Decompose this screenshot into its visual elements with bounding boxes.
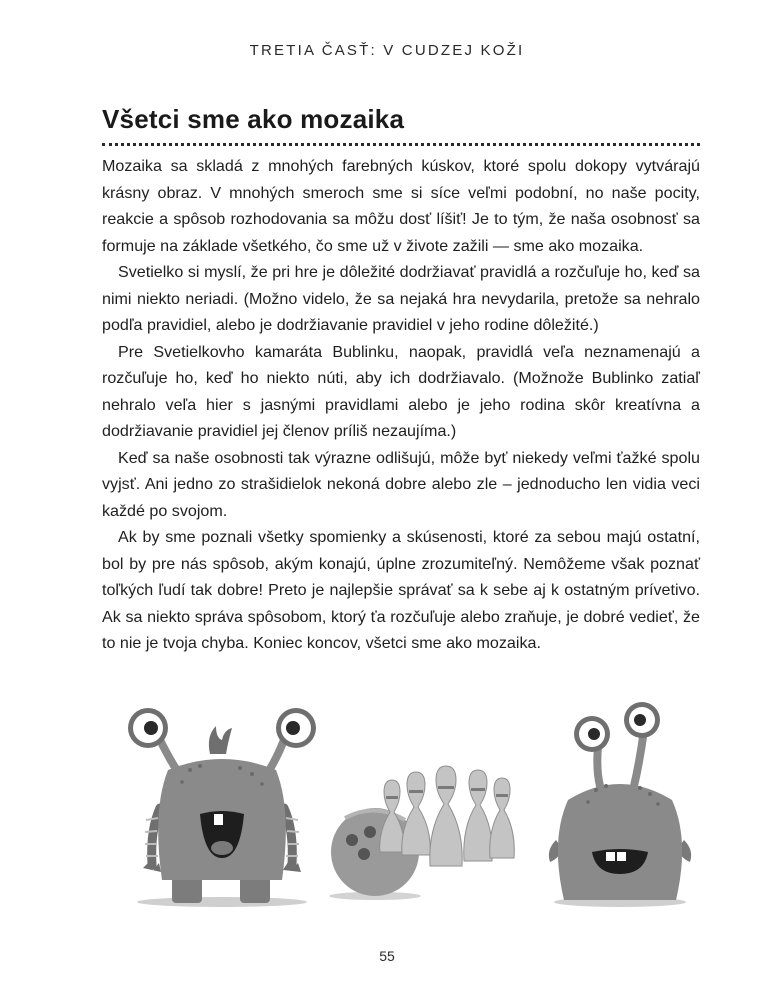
monsters-bowling-illustration xyxy=(0,690,774,920)
running-head: TRETIA ČASŤ: V CUDZEJ KOŽI xyxy=(249,42,525,59)
title-divider xyxy=(102,143,700,146)
body-text xyxy=(102,153,700,657)
paragraph-5: Ak by sme poznali všetky spomienky a skúsenosti, ktoré za sebou majú ostatní, bol by pre nás spôsob, akým konajú, úplne zrozumiteľný. Nemôžeme však poznať toľkých ľudí tak dobre! Preto je najlepšie správať sa k sebe aj k ostatným prívetivo. Ak sa niekto správa spôsobom, ktorý ťa rozčuľuje alebo zraňuje, je dobré vedieť, že to nie je tvoja chyba. Koniec koncov, všetci sme ako mozaika. xyxy=(102,528,700,652)
paragraph-4: Keď sa naše osobnosti tak výrazne odlišujú, môže byť niekedy veľmi ťažké spolu vyjsť. Ani jedno zo strašidielok nekoná dobre alebo zle – jednoducho len vidia veci každé po svojom. xyxy=(102,448,700,520)
section-title: Všetci sme ako mozaika xyxy=(102,104,405,134)
paragraph-1: Mozaika sa skladá z mnohých farebných kúskov, ktoré spolu dokopy vytvárajú krásny obraz. V mnohých smeroch sme si síce veľmi podobní, no naše pocity, reakcie a spôsob rozhodovania sa môžu dosť líšiť! Je to tým, že naša osobnosť sa formuje na základe všetkého, čo sme už v živote zažili — sme ako mozaika. xyxy=(102,157,700,255)
right-monster xyxy=(549,702,691,907)
left-monster xyxy=(128,708,316,907)
page-number: 55 xyxy=(379,948,395,964)
paragraph-2: Svetielko si myslí, že pri hre je dôležité dodržiavať pravidlá a rozčuľuje ho, keď sa nimi niekto neriadi. (Možno videlo, že sa nejaká hra nevydarila, pretože sa nehralo podľa pravidiel, alebo je dodržiavanie pravidiel v jeho rodine dôležité.) xyxy=(102,263,700,334)
paragraph-3: Pre Svetielkovho kamaráta Bublinku, naopak, pravidlá veľa neznamenajú a rozčuľuje ho, keď ho niekto núti, aby ich dodržiavalo. (Možnože Bublinko zatiaľ nehralo veľa hier s jasnými pravidlami alebo je jeho rodina skôr kreatívna a dodržiavanie pravidiel jej členov príliš nezaujíma.) xyxy=(102,342,700,440)
